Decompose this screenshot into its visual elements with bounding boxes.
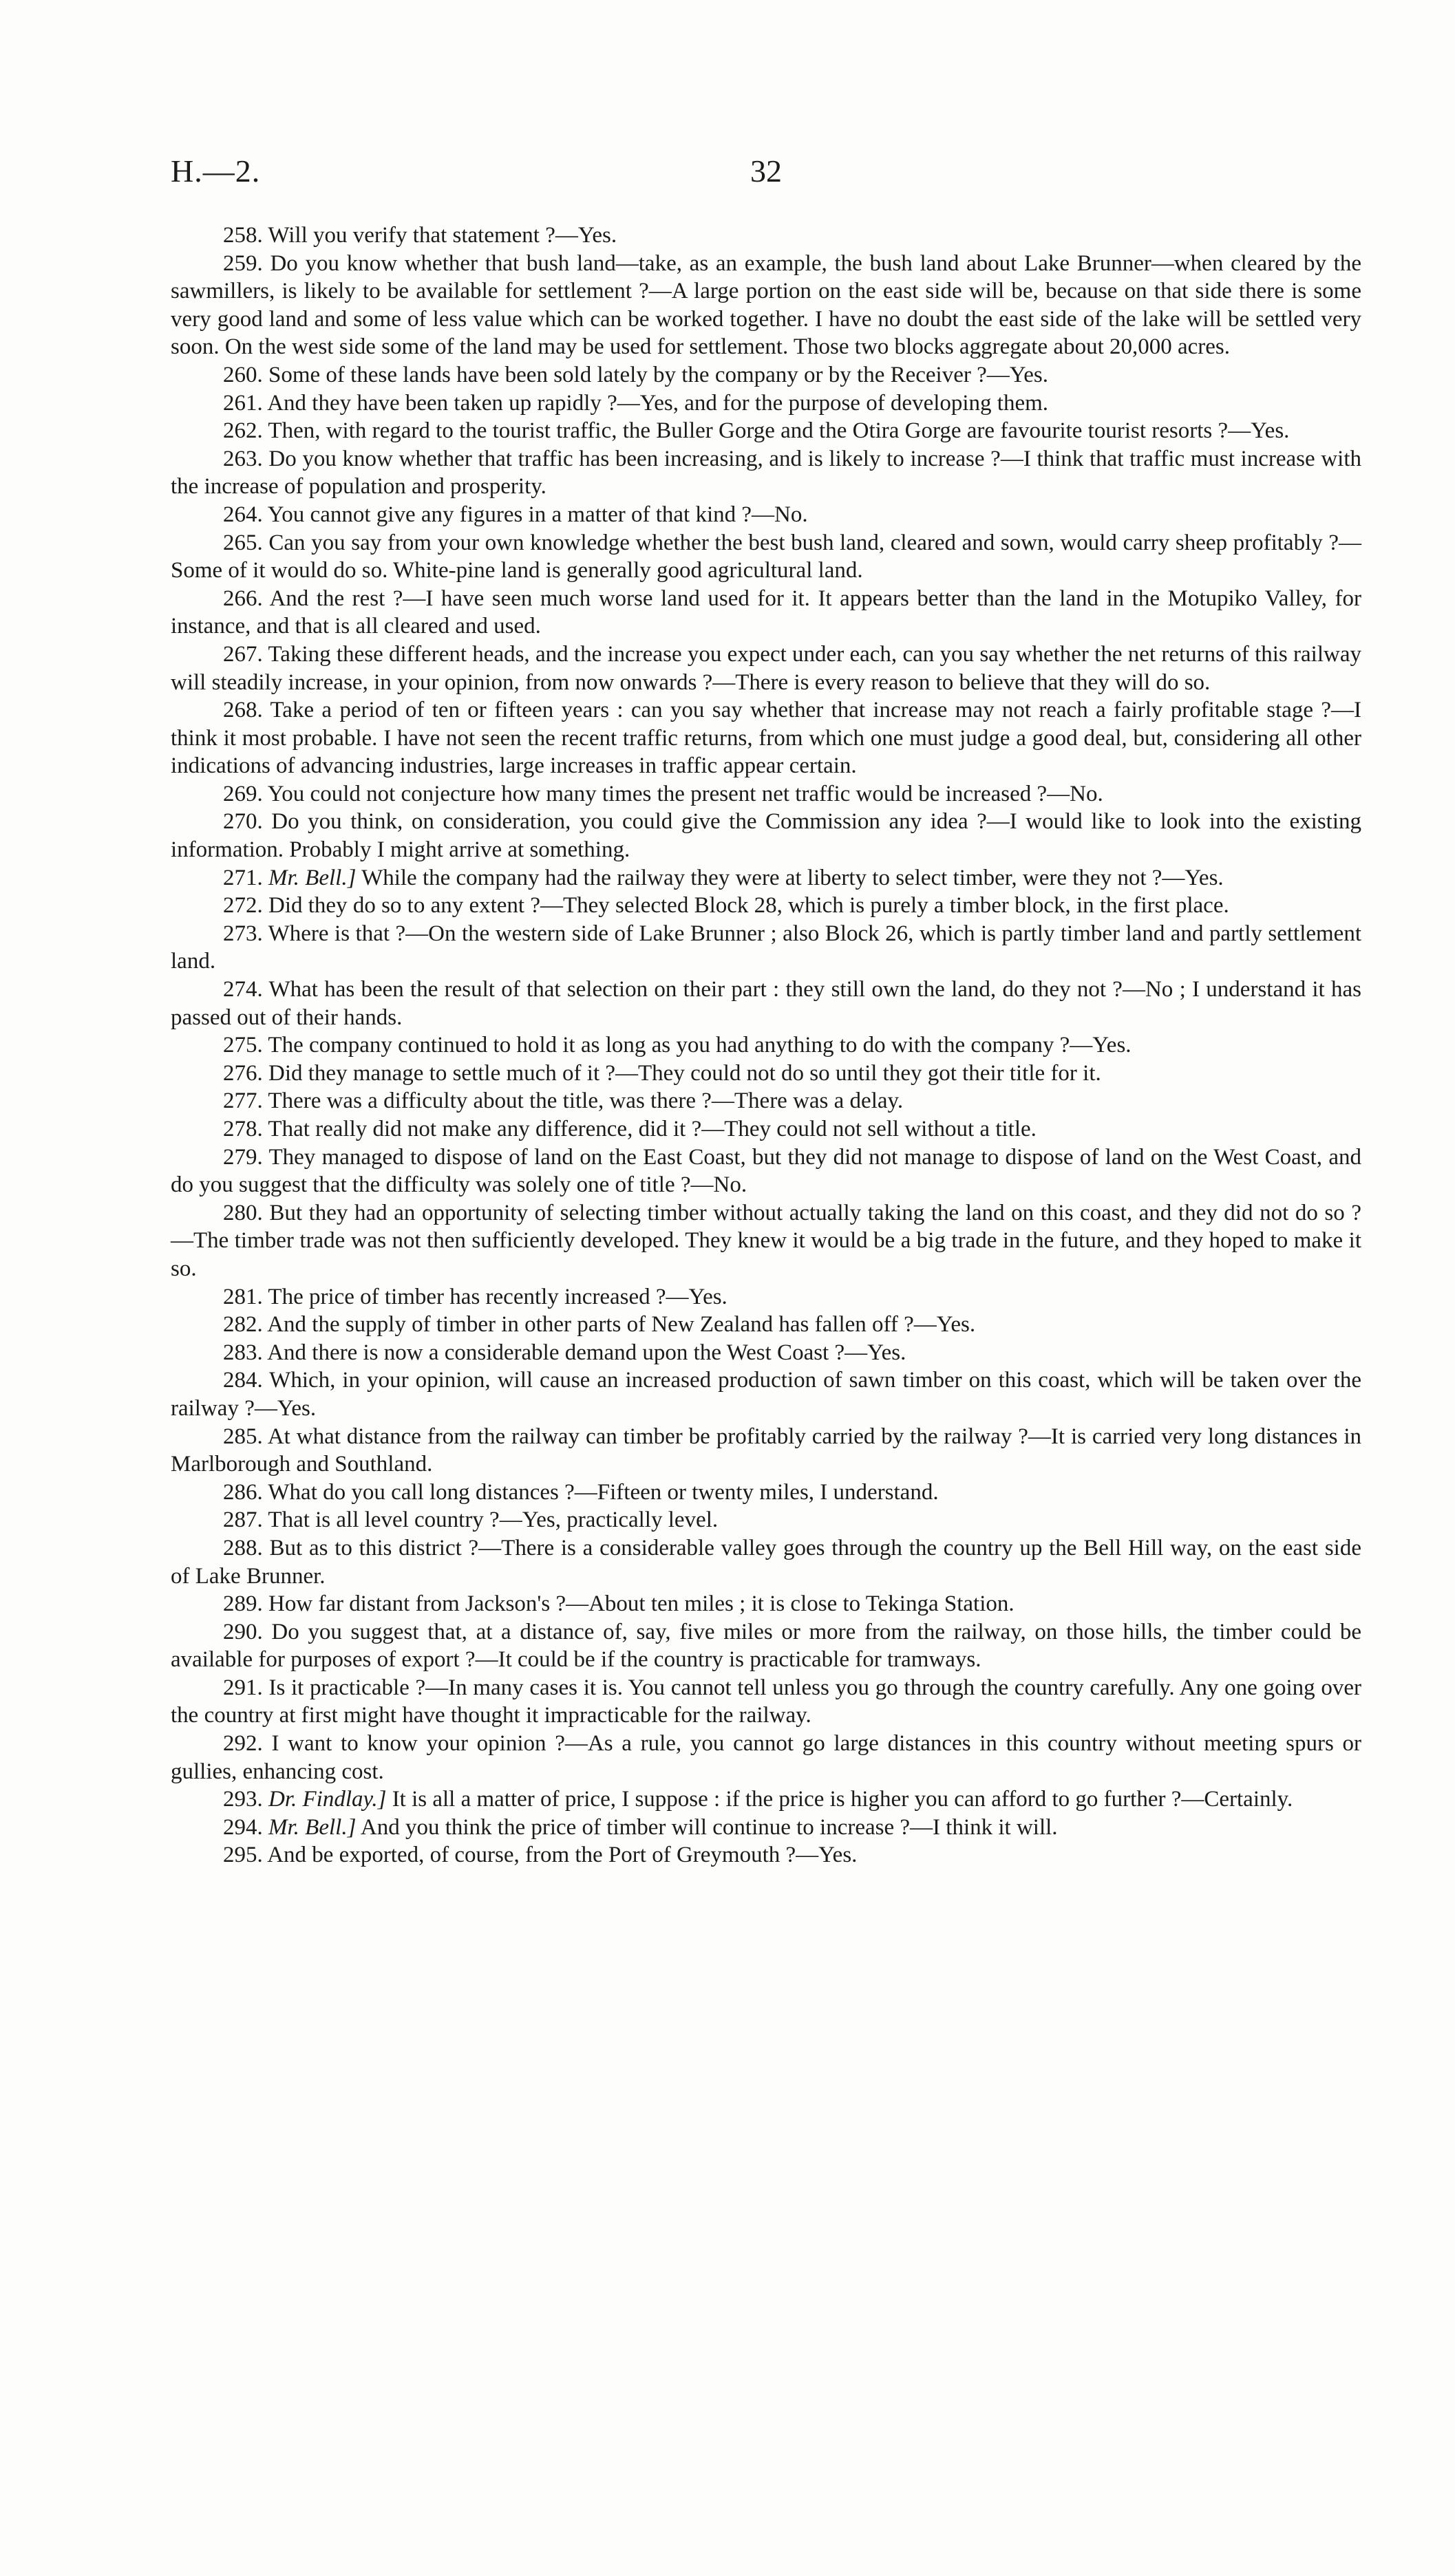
testimony-paragraph	[171, 1423, 1361, 1479]
question-number: 277.	[223, 1088, 263, 1114]
question-answer-text: The price of timber has recently increased ?—Yes.	[268, 1284, 728, 1309]
question-number: 283.	[223, 1340, 263, 1365]
question-number: 274.	[223, 977, 263, 1002]
question-answer-text: And be exported, of course, from the Port of Greymouth ?—Yes.	[267, 1843, 858, 1868]
question-answer-text: Some of these lands have been sold lately by the company or by the Receiver ?—Yes.	[268, 362, 1049, 387]
question-answer-text: And the supply of timber in other parts of New Zealand has fallen off ?—Yes.	[267, 1312, 976, 1338]
question-answer-text: But as to this district ?—There is a considerable valley goes through the country up the Bell Hill way, on the east side of Lake Brunner.	[171, 1535, 1361, 1589]
question-number: 288.	[223, 1535, 263, 1560]
testimony-paragraph	[171, 1814, 1361, 1842]
testimony-paragraph	[171, 1283, 1361, 1311]
testimony-paragraph	[171, 389, 1361, 418]
question-answer-text: There was a difficulty about the title, was there ?—There was a delay.	[268, 1088, 904, 1114]
speaker-name: Mr. Bell.]	[268, 865, 357, 890]
question-answer-text: Where is that ?—On the western side of Lake Brunner ; also Block 26, which is partly timber land and partly settlement land.	[171, 921, 1361, 974]
testimony-paragraph	[171, 1087, 1361, 1115]
question-answer-text: At what distance from the railway can timber be profitably carried by the railway ?—It is carried very long distances in Marlborough and Southland.	[171, 1424, 1361, 1477]
testimony-paragraph	[171, 1730, 1361, 1785]
question-number: 293.	[223, 1787, 263, 1812]
question-number: 276.	[223, 1060, 263, 1086]
question-answer-text: What has been the result of that selection on their part : they still own the land, do they not ?—No ; I understand it has passed out of their hands.	[171, 977, 1362, 1030]
page-number: 32	[750, 153, 782, 189]
question-answer-text: Take a period of ten or fifteen years : can you say whether that increase may not reach a fairly profitable stage ?—I think it most probable. I have not seen the recent traffic returns, from which one must judge a good deal, but, considering all other indications of advancing industries, large increases in traffic appear certain.	[171, 698, 1361, 779]
question-number: 292.	[223, 1731, 263, 1757]
testimony-paragraph	[171, 1506, 1361, 1534]
testimony-paragraph	[171, 361, 1361, 389]
testimony-paragraph	[171, 501, 1361, 529]
testimony-paragraph	[171, 529, 1361, 585]
question-answer-text: They managed to dispose of land on the East Coast, but they did not manage to dispose of land on the West Coast, and do you suggest that the difficulty was solely one of title ?—No.	[171, 1144, 1361, 1198]
speaker-name: Dr. Findlay.]	[268, 1787, 387, 1812]
question-number: 263.	[223, 446, 263, 471]
question-answer-text: Taking these different heads, and the increase you expect under each, can you say whether the net returns of this railway will steadily increase, in your opinion, from now onwards ?—There is every reason to believe that they will do so.	[171, 641, 1361, 695]
question-number: 286.	[223, 1479, 263, 1505]
question-number: 268.	[223, 698, 263, 723]
testimony-paragraph	[171, 1144, 1361, 1199]
question-number: 260.	[223, 362, 263, 387]
question-number: 290.	[223, 1619, 263, 1644]
question-answer-text: Do you suggest that, at a distance of, say, five miles or more from the railway, on those hills, the timber could be available for purposes of export ?—It could be if the country is practicable for tramways.	[171, 1619, 1361, 1673]
question-answer-text: And there is now a considerable demand upon the West Coast ?—Yes.	[267, 1340, 906, 1365]
testimony-paragraph	[171, 1031, 1361, 1060]
page-header	[171, 153, 1361, 201]
question-answer-text: I want to know your opinion ?—As a rule, you cannot go large distances in this country without meeting spurs or gullies, enhancing cost.	[171, 1731, 1362, 1784]
question-answer-text: What do you call long distances ?—Fifteen or twenty miles, I understand.	[268, 1479, 939, 1505]
testimony-body	[171, 222, 1361, 1869]
question-number: 294.	[223, 1814, 263, 1840]
question-answer-text: Did they do so to any extent ?—They selected Block 28, which is purely a timber block, in the first place.	[268, 893, 1229, 919]
question-number: 278.	[223, 1117, 263, 1141]
question-number: 291.	[223, 1675, 263, 1700]
question-number: 271.	[223, 865, 263, 890]
testimony-paragraph	[171, 808, 1361, 863]
testimony-paragraph	[171, 1590, 1361, 1618]
question-answer-text: That really did not make any difference, did it ?—They could not sell without a title.	[268, 1117, 1037, 1141]
question-answer-text: Will you verify that statement ?—Yes.	[268, 223, 617, 248]
testimony-paragraph	[171, 1339, 1361, 1367]
question-number: 285.	[223, 1424, 263, 1449]
testimony-paragraph	[171, 222, 1361, 250]
document-reference: H.—2.	[171, 153, 261, 189]
speaker-name: Mr. Bell.]	[268, 1814, 357, 1840]
question-number: 280.	[223, 1200, 263, 1225]
question-answer-text: Do you think, on consideration, you could give the Commission any idea ?—I would like to look into the existing information. Probably I might arrive at something.	[171, 809, 1361, 863]
question-number: 273.	[223, 921, 263, 946]
question-answer-text: Which, in your opinion, will cause an increased production of sawn timber on this coast, which will be taken over the railway ?—Yes.	[171, 1368, 1361, 1421]
question-answer-text: Is it practicable ?—In many cases it is. You cannot tell unless you go through the country carefully. Any one going over the country at first might have thought it impracticable for the railway.	[171, 1675, 1361, 1728]
testimony-paragraph	[171, 445, 1361, 501]
question-number: 269.	[223, 781, 263, 806]
testimony-paragraph	[171, 1115, 1361, 1144]
testimony-paragraph	[171, 892, 1361, 920]
testimony-paragraph	[171, 1199, 1361, 1283]
testimony-paragraph	[171, 976, 1361, 1031]
testimony-paragraph	[171, 920, 1361, 976]
question-number: 262.	[223, 418, 263, 444]
question-number: 282.	[223, 1312, 263, 1338]
question-answer-text: And they have been taken up rapidly ?—Yes, and for the purpose of developing them.	[267, 390, 1049, 416]
testimony-paragraph	[171, 1785, 1361, 1814]
testimony-paragraph	[171, 1311, 1361, 1339]
question-answer-text: Do you know whether that traffic has been increasing, and is likely to increase ?—I think that traffic must increase with the increase of population and prosperity.	[171, 446, 1361, 500]
question-number: 266.	[223, 586, 263, 611]
question-number: 275.	[223, 1033, 263, 1058]
question-number: 279.	[223, 1144, 263, 1170]
testimony-paragraph	[171, 1841, 1361, 1869]
question-number: 289.	[223, 1591, 263, 1617]
testimony-paragraph	[171, 1479, 1361, 1507]
question-number: 272.	[223, 893, 263, 919]
testimony-paragraph	[171, 696, 1361, 780]
testimony-paragraph	[171, 585, 1361, 641]
testimony-paragraph	[171, 641, 1361, 696]
testimony-paragraph	[171, 250, 1361, 361]
question-answer-text: Did they manage to settle much of it ?—They could not do so until they got their title for it.	[268, 1060, 1101, 1086]
question-number: 259.	[223, 250, 263, 276]
question-answer-text: How far distant from Jackson's ?—About ten miles ; it is close to Tekinga Station.	[268, 1591, 1015, 1617]
question-answer-text: But they had an opportunity of selecting timber without actually taking the land on this coast, and they did not do so ?—The timber trade was not then sufficiently developed. They knew it would be a big trade in the future, and they hoped to make it so.	[171, 1200, 1361, 1281]
question-answer-text: You cannot give any figures in a matter of that kind ?—No.	[267, 502, 808, 527]
question-answer-text: While the company had the railway they were at liberty to select timber, were they not ?—Yes.	[361, 865, 1224, 890]
question-number: 265.	[223, 530, 263, 555]
question-answer-text: It is all a matter of price, I suppose : if the price is higher you can afford to go further ?—Certainly.	[392, 1787, 1293, 1812]
question-answer-text: The company continued to hold it as long as you had anything to do with the company ?—Yes.	[268, 1033, 1132, 1058]
testimony-paragraph	[171, 417, 1361, 445]
testimony-paragraph	[171, 1060, 1361, 1088]
question-number: 281.	[223, 1284, 263, 1309]
question-number: 284.	[223, 1368, 263, 1393]
question-answer-text: Then, with regard to the tourist traffic, the Buller Gorge and the Otira Gorge are favourite tourist resorts ?—Yes.	[268, 418, 1290, 444]
testimony-paragraph	[171, 1618, 1361, 1674]
testimony-paragraph	[171, 1534, 1361, 1590]
testimony-paragraph	[171, 1674, 1361, 1730]
question-number: 295.	[223, 1843, 263, 1868]
question-number: 270.	[223, 809, 263, 835]
question-number: 267.	[223, 641, 263, 667]
question-answer-text: Can you say from your own knowledge whether the best bush land, cleared and sown, would carry sheep profitably ?—Some of it would do so. White-pine land is generally good agricultural land.	[171, 530, 1361, 583]
question-answer-text: You could not conjecture how many times the present net traffic would be increased ?—No.	[267, 781, 1103, 806]
question-number: 258.	[223, 223, 263, 248]
question-answer-text: And you think the price of timber will continue to increase ?—I think it will.	[360, 1814, 1058, 1840]
question-number: 261.	[223, 390, 263, 416]
question-answer-text: Do you know whether that bush land—take, as an example, the bush land about Lake Brunner—when cleared by the sawmillers, is likely to be available for settlement ?—A large portion on the east side will be, because on that side there is some very good land and some of less value which can be worked together. I have no doubt the east side of the lake will be settled very soon. On the west side some of the land may be used for settlement. Those two blocks aggregate about 20,000 acres.	[171, 250, 1361, 360]
question-answer-text: That is all level country ?—Yes, practically level.	[268, 1507, 719, 1533]
testimony-paragraph	[171, 864, 1361, 892]
question-answer-text: And the rest ?—I have seen much worse land used for it. It appears better than the land in the Motupiko Valley, for instance, and that is all cleared and used.	[171, 586, 1362, 639]
question-number: 264.	[223, 502, 263, 527]
testimony-paragraph	[171, 1366, 1361, 1422]
question-number: 287.	[223, 1507, 263, 1533]
testimony-paragraph	[171, 780, 1361, 808]
